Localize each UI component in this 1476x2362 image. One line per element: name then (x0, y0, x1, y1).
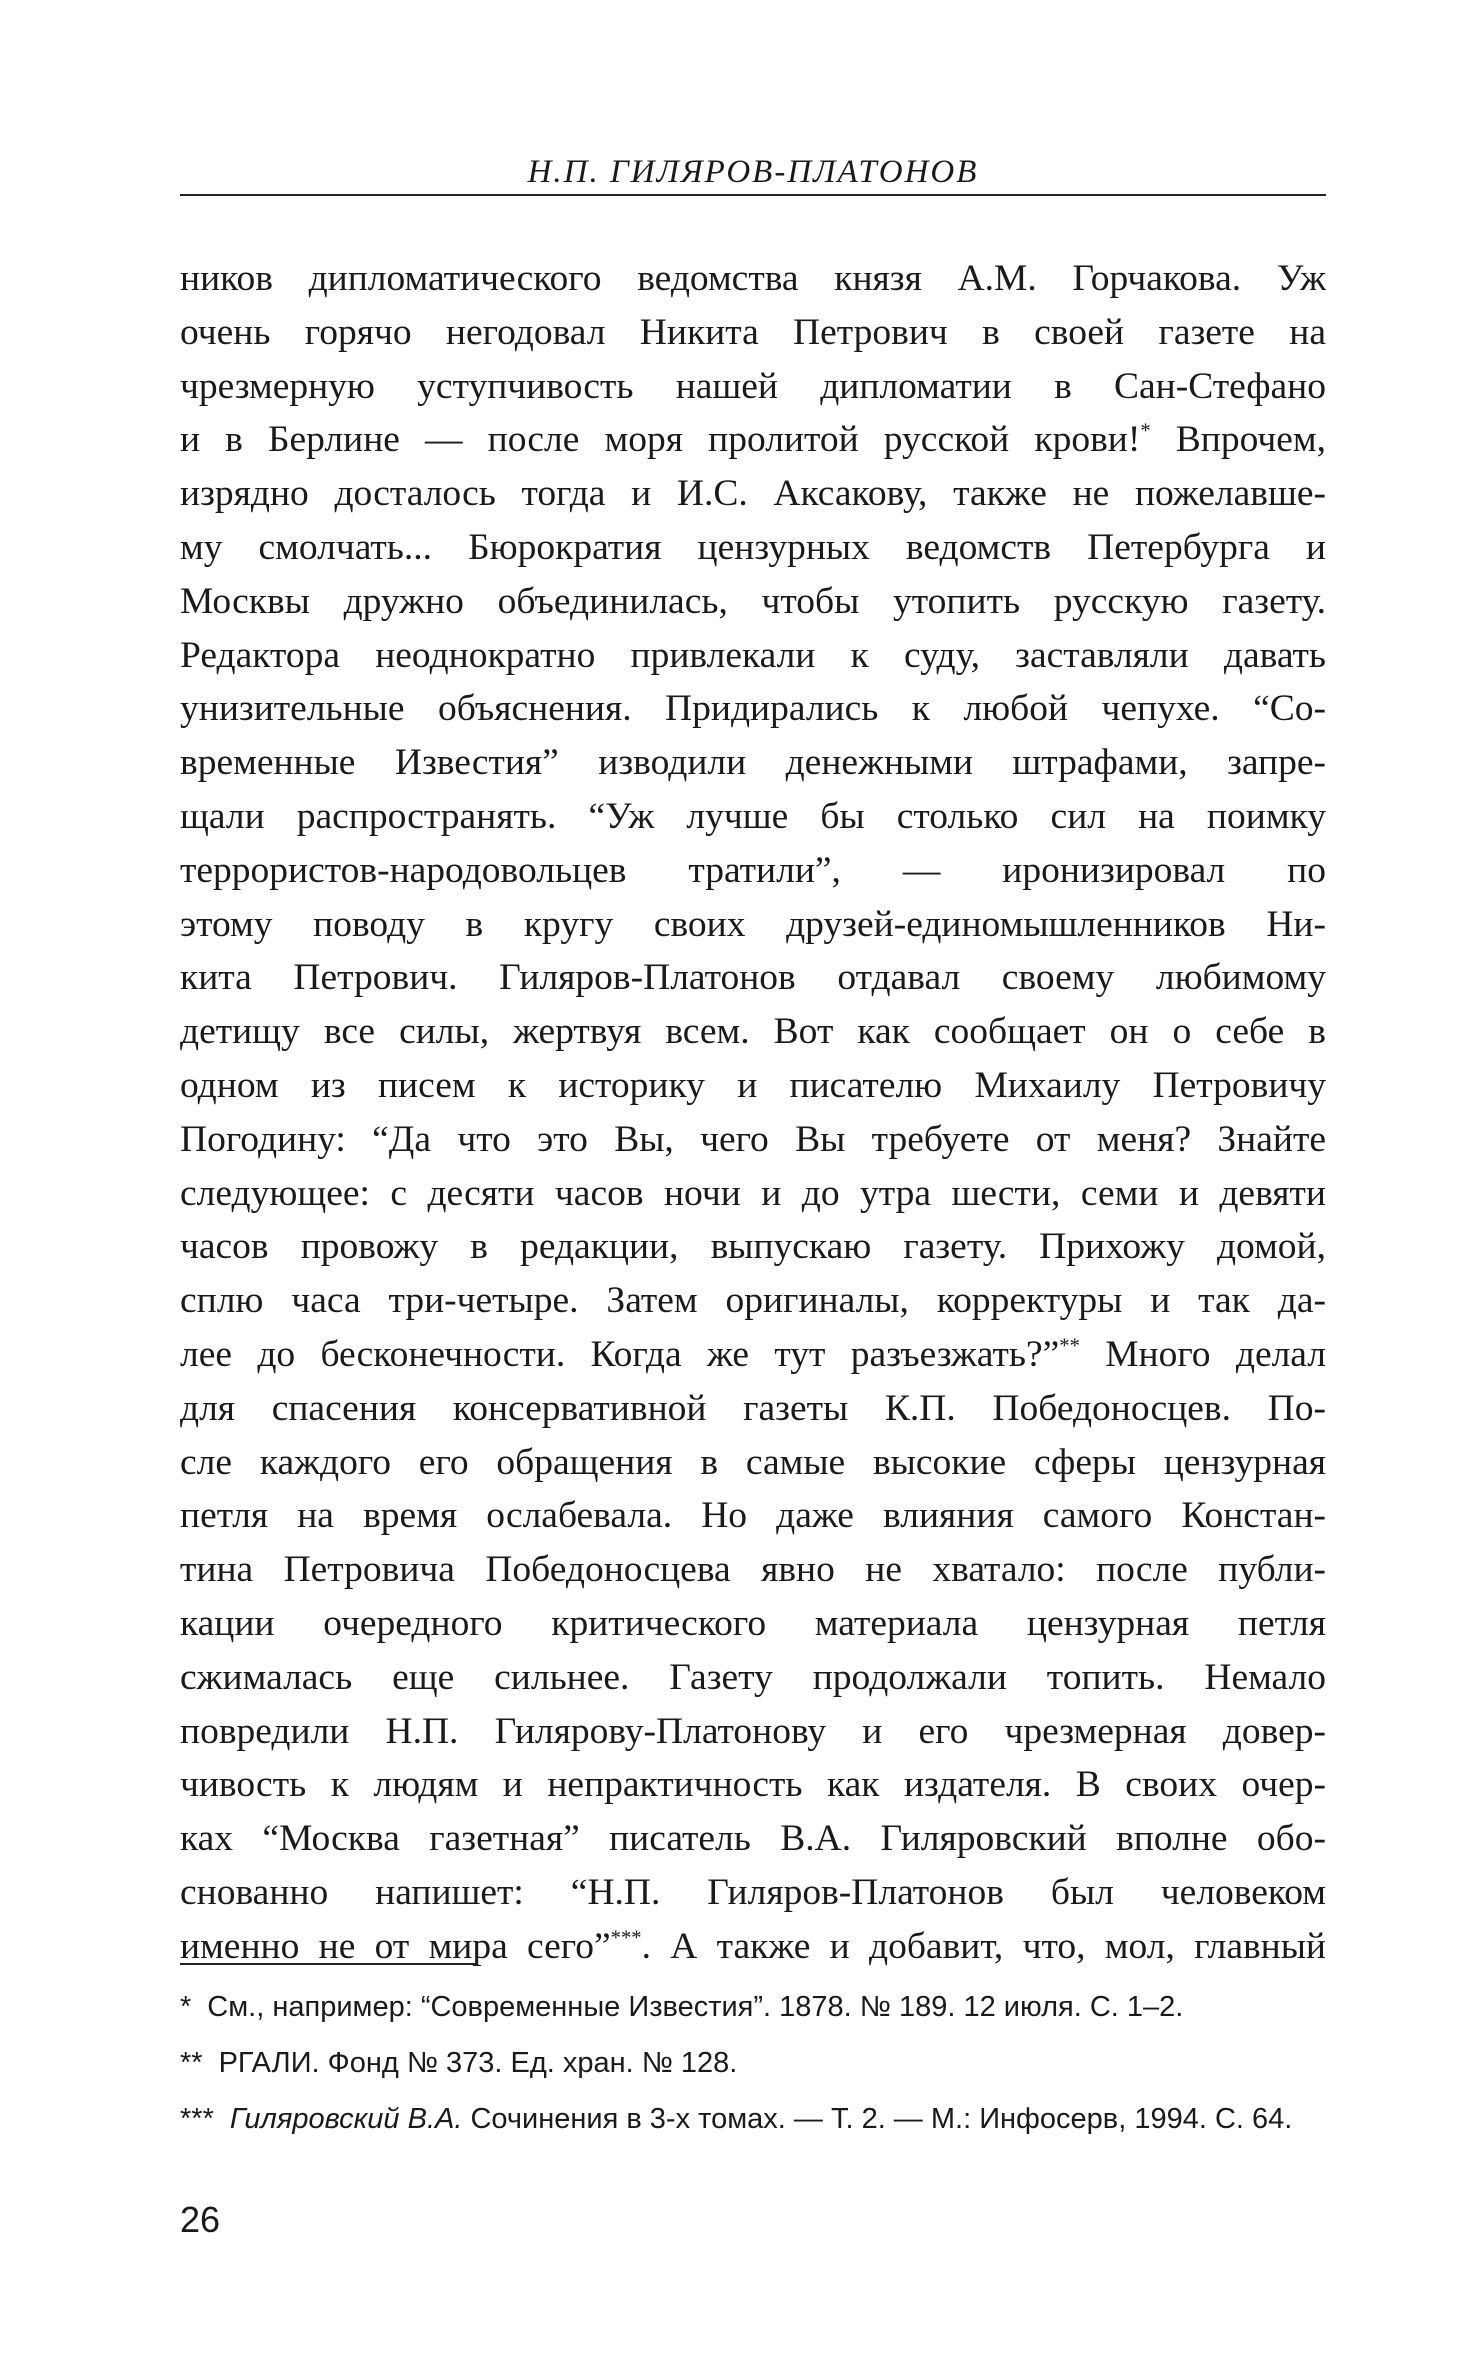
body-line: ников дипломатического ведомства князя А.М. Горчакова. Уж (180, 258, 1326, 299)
body-line: щали распространять. “Уж лучше бы столько сил на поимку (180, 795, 1326, 837)
body-line: для спасения консервативной газеты К.П. Победоносцев. По- (180, 1387, 1326, 1429)
footnotes (180, 1984, 1326, 2152)
body-line: часов провожу в редакции, выпускаю газету. Прихожу домой, (180, 1226, 1326, 1268)
footnote-separator (180, 1963, 478, 1965)
footnote-ref: *** (610, 1927, 642, 1950)
body-line: этому поводу в кругу своих друзей-единомышленников Ни- (180, 903, 1326, 945)
body-line: Москвы дружно объединилась, чтобы утопить русскую газету. (180, 580, 1326, 622)
body-line: Редактора неоднократно привлекали к суду, заставляли давать (180, 634, 1326, 676)
body-line-text: лее до бесконечности. Когда же тут разъезжать?” (180, 1333, 1060, 1375)
body-line: повредили Н.П. Гилярову-Платонову и его чрезмерная довер- (180, 1710, 1326, 1752)
body-line: следующее: с десяти часов ночи и до утра шести, семи и девяти (180, 1172, 1326, 1214)
body-line: одном из писем к историку и писателю Михаилу Петровичу (180, 1064, 1326, 1106)
body-line-text: именно не от мира сего” (180, 1925, 611, 1967)
body-line: чрезмерную уступчивость нашей дипломатии в Сан-Стефано (180, 365, 1326, 407)
body-line: террористов-народовольцев тратили”, — иронизировал по (180, 849, 1326, 891)
body-line: чивость к людям и непрактичность как издателя. В своих очер- (180, 1764, 1326, 1806)
footnote-text: РГАЛИ. Фонд № 373. Ед. хран. № 128. (218, 2047, 738, 2079)
footnote-text: Сочинения в 3-х томах. — Т. 2. — М.: Инфосерв, 1994. С. 64. (462, 2103, 1293, 2135)
body-line: петля на время ослабевала. Но даже влияния самого Констан- (180, 1495, 1326, 1537)
body-line: изрядно досталось тогда и И.С. Аксакову, также не пожелавше- (180, 473, 1326, 515)
footnote-mark: * (180, 1991, 192, 2023)
body-line (180, 1920, 1326, 1974)
body-line-text: и в Берлине — после моря пролитой русской крови! (180, 419, 1141, 461)
body-line-text: Впрочем, (1150, 419, 1326, 461)
footnote-text: См., например: “Современные Известия”. 1878. № 189. 12 июля. С. 1–2. (207, 1991, 1184, 2023)
body-line: сжималась еще сильнее. Газету продолжали топить. Немало (180, 1656, 1326, 1698)
footnote-mark: ** (180, 2047, 203, 2079)
body-line: ках “Москва газетная” писатель В.А. Гиляровский вполне обо- (180, 1818, 1326, 1860)
footnote (180, 1984, 1326, 2030)
body-line: детищу все силы, жертвуя всем. Вот как сообщает он о себе в (180, 1011, 1326, 1053)
footnote-mark: *** (180, 2103, 214, 2135)
body-line: унизительные объяснения. Придирались к любой чепухе. “Со- (180, 688, 1326, 730)
page-number: 26 (180, 2199, 221, 2240)
body-text (180, 252, 1326, 1974)
body-line: снованно напишет: “Н.П. Гиляров-Платонов был человеком (180, 1871, 1326, 1913)
body-line: кации очередного критического материала цензурная петля (180, 1602, 1326, 1644)
footnote (180, 2096, 1326, 2142)
footnote-ref: * (1140, 420, 1151, 443)
body-line: сплю часа три-четыре. Затем оригиналы, корректуры и так да- (180, 1280, 1326, 1322)
body-line (180, 413, 1326, 467)
body-line (180, 1328, 1326, 1382)
body-line: сле каждого его обращения в самые высокие сферы цензурная (180, 1441, 1326, 1483)
body-line: кита Петрович. Гиляров-Платонов отдавал своему любимому (180, 957, 1326, 999)
body-line: очень горячо негодовал Никита Петрович в своей газете на (180, 311, 1326, 353)
body-line-text: Много делал (1079, 1333, 1326, 1375)
body-line: тина Петровича Победоносцева явно не хватало: после публи- (180, 1549, 1326, 1591)
body-line: му смолчать... Бюрократия цензурных ведомств Петербурга и (180, 526, 1326, 568)
footnote (180, 2040, 1326, 2086)
footnote-author: Гиляровский В.А. (229, 2103, 463, 2135)
header-rule (180, 194, 1326, 196)
body-line: Погодину: “Да что это Вы, чего Вы требуете от меня? Знайте (180, 1118, 1326, 1160)
body-line-text: . А также и добавит, что, мол, главный (641, 1925, 1327, 1967)
body-line: временные Известия” изводили денежными штрафами, запре- (180, 742, 1326, 784)
footnote-ref: ** (1059, 1335, 1080, 1358)
running-head: Н.П. ГИЛЯРОВ-ПЛАТОНОВ (527, 154, 979, 190)
